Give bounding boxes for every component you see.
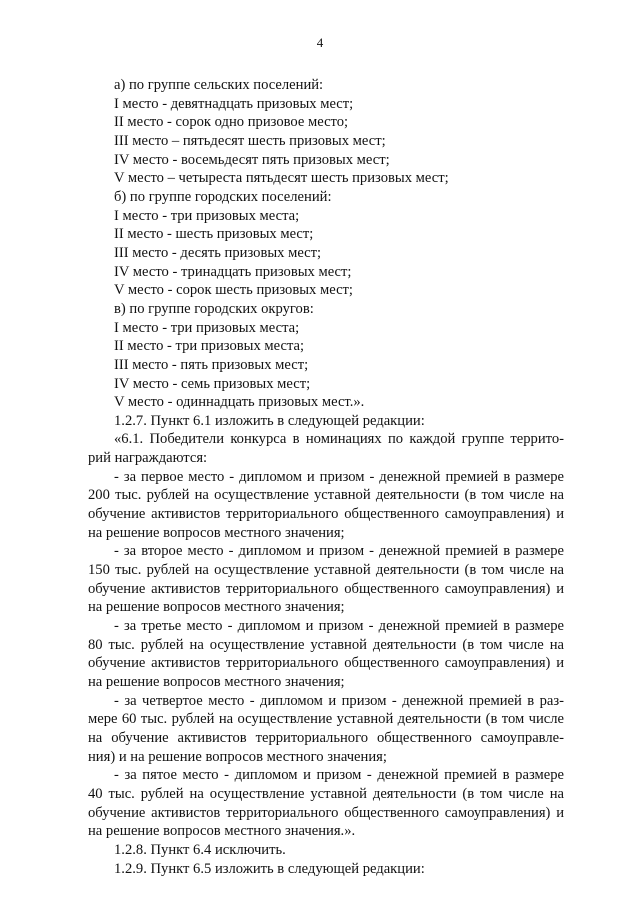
paragraph-line: ния) и на решение вопросов местного значения; — [88, 748, 387, 765]
list-line: V место - сорок шесть призовых мест; — [114, 282, 353, 299]
award-third-place — [88, 617, 564, 692]
paragraph-6-1-line: рий награждаются: — [88, 450, 208, 467]
item-1-2-8: 1.2.8. Пункт 6.4 исключить. — [114, 841, 286, 858]
prize-places-list — [88, 76, 564, 430]
list-line: IV место - тринадцать призовых мест; — [114, 263, 352, 280]
award-second-place — [88, 542, 564, 617]
list-line: 1.2.7. Пункт 6.1 изложить в следующей редакции: — [114, 412, 425, 429]
paragraph-line: обучение активистов территориального общественного самоуправления) и — [88, 804, 564, 821]
paragraph-line: на обучение активистов территориального общественного самоуправле- — [88, 729, 564, 746]
paragraph-line: на решение вопросов местного значения; — [88, 674, 345, 690]
list-line: III место - пять призовых мест; — [114, 356, 309, 373]
list-line: I место - девятнадцать призовых мест; — [114, 95, 354, 112]
paragraph-line: - за второе место - дипломом и призом - денежной премией в размере — [114, 543, 564, 560]
paragraph-line: на решение вопросов местного значения; — [88, 599, 345, 616]
list-line: V место – четыреста пятьдесят шесть призовых мест; — [114, 170, 449, 187]
award-first-place — [88, 468, 564, 543]
list-line: IV место - восемьдесят пять призовых мест; — [114, 151, 390, 168]
list-line: II место - три призовых места; — [114, 338, 305, 355]
list-line: I место - три призовых места; — [114, 207, 300, 224]
page-number: 4 — [316, 35, 324, 50]
paragraph-line: - за пятое место - дипломом и призом - денежной премией в размере — [114, 767, 564, 784]
list-line: III место - десять призовых мест; — [114, 244, 322, 261]
paragraph-line: 150 тыс. рублей на осуществление уставной деятельности (в том числе на — [88, 562, 564, 579]
paragraph-line: 80 тыс. рублей на осуществление уставной деятельности (в том числе на — [88, 636, 564, 653]
document-body — [88, 76, 564, 878]
paragraph-line: 200 тыс. рублей на осуществление уставной деятельности (в том числе на — [88, 487, 564, 504]
list-line: II место - шесть призовых мест; — [114, 226, 314, 243]
item-1-2-9: 1.2.9. Пункт 6.5 изложить в следующей редакции: — [114, 860, 425, 877]
list-line: II место - сорок одно призовое место; — [114, 114, 349, 131]
list-line: IV место - семь призовых мест; — [114, 375, 311, 392]
list-line: а) по группе сельских поселений: — [114, 77, 324, 93]
paragraph-line: обучение активистов территориального общественного самоуправления) и — [88, 655, 564, 672]
list-line: б) по группе городских поселений: — [114, 188, 332, 205]
list-line: V место - одиннадцать призовых мест.». — [114, 394, 365, 411]
list-line: в) по группе городских округов: — [114, 300, 314, 317]
paragraph-line: мере 60 тыс. рублей на осуществление уставной деятельности (в том числе — [88, 711, 564, 728]
list-line: I место - три призовых места; — [114, 319, 300, 336]
award-fourth-place — [88, 692, 564, 767]
paragraph-line: - за четвертое место - дипломом и призом - денежной премией в раз- — [114, 692, 564, 709]
paragraph-line: на решение вопросов местного значения.». — [88, 823, 356, 840]
paragraph-line: обучение активистов территориального общественного самоуправления) и — [88, 580, 564, 597]
award-fifth-place — [88, 766, 564, 841]
list-line: III место – пятьдесят шесть призовых мест; — [114, 132, 386, 149]
paragraph-line: 40 тыс. рублей на осуществление уставной деятельности (в том числе на — [88, 785, 564, 802]
paragraph-line: обучение активистов территориального общественного самоуправления) и — [88, 506, 564, 523]
paragraph-line: - за третье место - дипломом и призом - денежной премией в размере — [114, 618, 564, 635]
paragraph-line: на решение вопросов местного значения; — [88, 524, 345, 541]
paragraph-6-1-line: «6.1. Победители конкурса в номинациях по каждой группе террито- — [114, 431, 564, 448]
paragraph-line: - за первое место - дипломом и призом - денежной премией в размере — [114, 468, 564, 485]
